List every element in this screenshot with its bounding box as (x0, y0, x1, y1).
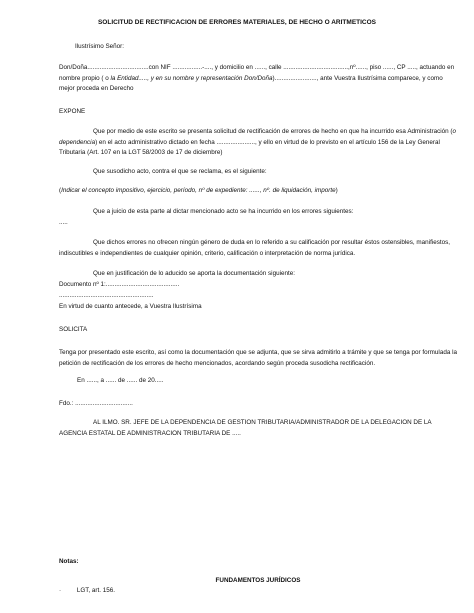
expone-p3-text-2: Indicar el concepto impositivo, ejercicio, período, nº de expediente: ......, nº. de liquidación, importe (61, 187, 336, 194)
expone-paragraph-7: En virtud de cuanto antecede, a Vuestra Ilustrísima (59, 303, 202, 310)
document-line-2: ...................................................... (59, 292, 154, 299)
fundamentos-list (59, 586, 457, 597)
expone-paragraph-1 (59, 127, 457, 159)
expone-p1-text-3: ) en el acto administrativo dictado en fecha ......................, y ello en virtud de lo previsto en el artículo 156 de la Ley General Tributaria (Art. 107 en la LGT 58/2003 de 17 de diciembre) (59, 138, 440, 156)
expone-p1-text-2: o dependencia (59, 128, 456, 146)
identification-text-2: la Entidad....., y en su nombre y representación Don/Doña (110, 74, 273, 82)
bullet-marker: · (59, 587, 62, 594)
signature-line: Fdo.: ................................. (59, 400, 133, 407)
salutation: Ilustrísimo Señor: (75, 43, 124, 50)
expone-p3-text-3: ) (335, 187, 338, 194)
expone-paragraph-5: Que dichos errores no ofrecen ningún género de duda en lo referido a su calificación por resultar éstos ostensibles, manifiestos, indiscutibles e independientes de cualquier opinión, criterio, calificación o interpretación de norma jurídica. (59, 239, 451, 257)
expone-paragraph-3 (59, 186, 457, 197)
expone-paragraph-4-dots: ..... (59, 219, 68, 226)
expone-paragraph-4: Que a juicio de esta parte al dictar mencionado acto se ha incurrido en los errores siguientes: (93, 208, 354, 215)
expone-heading: EXPONE (59, 108, 86, 115)
date-line: En ......, a ...... de ...... de 20..... (77, 377, 164, 384)
solicita-paragraph: Tenga por presentado este escrito, así como la documentación que se adjunta, que se sirva admitirlo a trámite y que se tenga por formulada la petición de rectificación de los errores de hecho mencionados, acordando según proceda susodicha rectificación. (59, 349, 457, 367)
expone-p1-text-1: Que por medio de este escrito se presenta solicitud de rectificación de errores de hecho en que ha incurrido esa Administración ( (93, 128, 453, 135)
identification-text-3: )........................, ante Vuestra Ilustrísima comparece, y como mejor proceda en Derecho (59, 74, 443, 92)
expone-paragraph-6: Que en justificación de lo aducido se aporta la documentación siguiente: (93, 270, 295, 277)
solicita-heading: SOLICITA (59, 326, 88, 333)
document-line-1: Documento nº 1:.......................................... (59, 281, 180, 288)
fundamentos-item: LGT, art. 156. (76, 587, 116, 594)
expone-paragraph-2: Que susodicho acto, contra el que se reclama, es el siguiente: (93, 168, 267, 175)
notas-label: Notas: (59, 558, 79, 565)
document-title: SOLICITUD DE RECTIFICACION DE ERRORES MATERIALES, DE HECHO O ARITMETICOS (97, 19, 377, 26)
addressee: AL ILMO. SR. JEFE DE LA DEPENDENCIA DE GESTION TRIBUTARIA/ADMINISTRADOR DE LA DELEGACION DE LA AGENCIA ESTATAL DE ADMINISTRACION TRIBUTARIA DE ..... (59, 419, 432, 437)
expone-p3-text-1: ( (59, 187, 62, 194)
identification-paragraph (59, 63, 457, 95)
fundamentos-heading: FUNDAMENTOS JURÍDICOS (215, 577, 301, 584)
identification-text-1: Don/Doña...................................con NIF .................-...., y domicilio en ......, calle .....................................,nº......, piso ......, CP ....., actuando en nombre propio ( o (59, 64, 455, 82)
